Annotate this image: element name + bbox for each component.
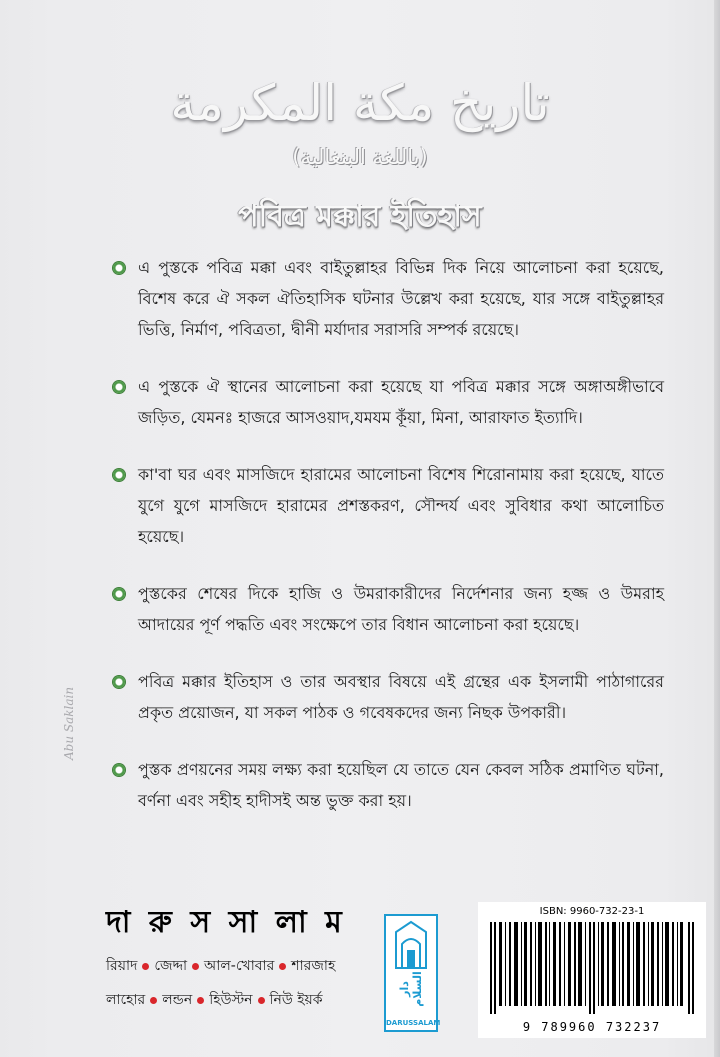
darussalam-logo bbox=[384, 914, 441, 1032]
bullet-icon bbox=[113, 676, 125, 688]
bullet-icon bbox=[113, 764, 125, 776]
bullet-icon bbox=[113, 588, 125, 600]
list-item-text: পবিত্র মক্কার ইতিহাস ও তার অবস্থার বিষয়ে এই গ্রন্থের এক ইসলামী পাঠাগারের প্রকৃত প্রয়োজন, যা সকল পাঠক ও গবেষকদের জন্য নিছক উপকারী। bbox=[138, 672, 664, 722]
list-item-text: এ পুস্তকে পবিত্র মক্কা এবং বাইতুল্লাহর বিভিন্ন দিক নিয়ে আলোচনা করা হয়েছে, বিশেষ করে ঐ সকল ঐতিহাসিক ঘটনার উল্লেখ করা হয়েছে, যার সঙ্গে বাইতুল্লাহর ভিত্তি, নির্মাণ, পবিত্রতা, দ্বীনী মর্যাদার সরাসরি সম্পর্ক রয়েছে। bbox=[138, 258, 664, 339]
red-dot-icon bbox=[279, 963, 286, 970]
logo-arabic-text: دار السلام bbox=[398, 971, 424, 1007]
city: আল-খোবার bbox=[204, 958, 275, 974]
city: শারজাহ bbox=[291, 958, 336, 974]
red-dot-icon bbox=[197, 997, 204, 1004]
city: নিউ ইয়র্ক bbox=[269, 992, 323, 1008]
city: লন্ডন bbox=[162, 992, 193, 1008]
barcode-icon bbox=[486, 922, 698, 1014]
list-item-text: এ পুস্তকে ঐ স্থানের আলোচনা করা হয়েছে যা পবিত্র মক্কার সঙ্গে অঙ্গাঅঙ্গীভাবে জড়িত, যেমনঃ হাজরে আসওয়াদ,যমযম কূঁয়া, মিনা, আরাফাত ইত্যাদি। bbox=[138, 377, 664, 427]
isbn-label: ISBN: 9960-732-23-1 bbox=[539, 906, 645, 917]
book-edge bbox=[714, 0, 720, 1057]
logo-label: DARUSSALAM bbox=[386, 1019, 441, 1027]
list-item-text: কা'বা ঘর এবং মাসজিদে হারামের আলোচনা বিশেষ শিরোনামায় করা হয়েছে, যাতে যুগে যুগে মাসজিদে হারামের প্রশস্তকরণ, সৌন্দর্য এবং সুবিধার কথা আলোচিত হয়েছে। bbox=[138, 465, 664, 546]
list-item bbox=[112, 754, 664, 816]
arabic-title: تاريخ مكة المكرمة bbox=[170, 74, 550, 132]
bullet-icon bbox=[113, 469, 125, 481]
list-item bbox=[112, 666, 664, 728]
red-dot-icon bbox=[192, 963, 199, 970]
red-dot-icon bbox=[142, 963, 149, 970]
arabic-subtitle: (باللغة البنغالية) bbox=[292, 145, 428, 169]
red-dot-icon bbox=[258, 997, 265, 1004]
city: রিয়াদ bbox=[106, 958, 138, 974]
city: হিউস্টন bbox=[209, 992, 253, 1008]
list-item bbox=[112, 252, 664, 345]
description-list bbox=[112, 252, 664, 842]
list-item bbox=[112, 459, 664, 552]
bullet-icon bbox=[113, 381, 125, 393]
list-item bbox=[112, 578, 664, 640]
list-item-text: পুস্তক প্রণয়নের সময় লক্ষ্য করা হয়েছিল যে তাতে যেন কেবল সঠিক প্রমাণিত ঘটনা, বর্ণনা এবং সহীহ হাদীসই অন্ত ভুক্ত করা হয়। bbox=[138, 760, 664, 810]
city: লাহোর bbox=[106, 992, 146, 1008]
red-dot-icon bbox=[150, 997, 157, 1004]
city: জেদ্দা bbox=[154, 958, 187, 974]
list-item-text: পুস্তকের শেষের দিকে হাজি ও উমরাকারীদের নির্দেশনার জন্য হজ্জ ও উমরাহ আদায়ের পূর্ণ পদ্ধতি এবং সংক্ষেপে তার বিধান আলোচনা করা হয়েছে। bbox=[138, 584, 664, 634]
cities-row-1 bbox=[106, 956, 376, 976]
barcode-panel bbox=[478, 902, 706, 1038]
publisher-name: দা রু স সা লা ম bbox=[106, 905, 346, 940]
cities-row-2 bbox=[106, 990, 376, 1010]
bullet-icon bbox=[113, 262, 125, 274]
list-item bbox=[112, 371, 664, 433]
bengali-title: পবিত্র মক্কার ইতিহাস bbox=[238, 199, 482, 234]
barcode-number: 9 789960 732237 bbox=[522, 1020, 662, 1034]
designer-signature: Abu Saklain bbox=[62, 686, 76, 760]
